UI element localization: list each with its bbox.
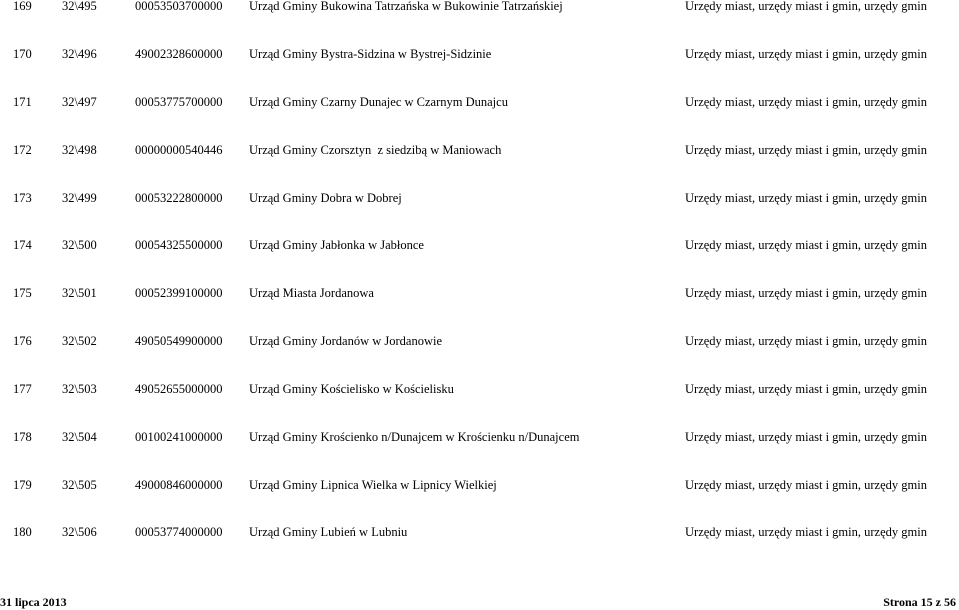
institution-name: Urząd Gminy Bystra-Sidzina w Bystrej-Sidzinie [249,47,492,61]
row-number: 176 [13,334,32,348]
table-row [0,476,959,494]
register-number: 32\503 [62,382,97,396]
page-footer [0,594,959,610]
institution-name: Urząd Gminy Krościenko n/Dunajcem w Krościenku n/Dunajcem [249,430,580,444]
institution-name: Urząd Gminy Czarny Dunajec w Czarnym Dunajcu [249,95,508,109]
table-row [0,236,959,254]
row-number: 169 [13,0,32,13]
regon-number: 49052655000000 [135,382,223,396]
institution-type: Urzędy miast, urzędy miast i gmin, urzędy gmin [685,382,927,396]
regon-number: 00053222800000 [135,191,223,205]
row-number: 174 [13,238,32,252]
table-row [0,141,959,159]
regon-number: 00000000540446 [135,143,223,157]
institution-type: Urzędy miast, urzędy miast i gmin, urzędy gmin [685,47,927,61]
institution-name: Urząd Gminy Bukowina Tatrzańska w Bukowinie Tatrzańskiej [249,0,563,13]
regon-number: 00100241000000 [135,430,223,444]
register-number: 32\502 [62,334,97,348]
institution-type: Urzędy miast, urzędy miast i gmin, urzędy gmin [685,286,927,300]
institution-type: Urzędy miast, urzędy miast i gmin, urzędy gmin [685,525,927,539]
institution-name: Urząd Gminy Czorsztyn z siedzibą w Maniowach [249,143,502,157]
table-row [0,380,959,398]
institution-name: Urząd Miasta Jordanowa [249,286,374,300]
register-number: 32\495 [62,0,97,13]
institution-name: Urząd Gminy Dobra w Dobrej [249,191,402,205]
institution-type: Urzędy miast, urzędy miast i gmin, urzędy gmin [685,478,927,492]
regon-number: 49002328600000 [135,47,223,61]
institution-type: Urzędy miast, urzędy miast i gmin, urzędy gmin [685,95,927,109]
register-number: 32\497 [62,95,97,109]
regon-number: 49000846000000 [135,478,223,492]
row-number: 170 [13,47,32,61]
register-number: 32\505 [62,478,97,492]
table-row [0,0,959,15]
regon-number: 49050549900000 [135,334,223,348]
row-number: 180 [13,525,32,539]
institution-type: Urzędy miast, urzędy miast i gmin, urzędy gmin [685,0,927,13]
regon-number: 00053503700000 [135,0,223,13]
register-number: 32\506 [62,525,97,539]
footer-page-number: Strona 15 z 56 [883,595,956,609]
institution-name: Urząd Gminy Jordanów w Jordanowie [249,334,443,348]
footer-date: 31 lipca 2013 [0,595,67,609]
institution-type: Urzędy miast, urzędy miast i gmin, urzędy gmin [685,334,927,348]
register-number: 32\501 [62,286,97,300]
institution-name: Urząd Gminy Lubień w Lubniu [249,525,408,539]
table-row [0,45,959,63]
row-number: 179 [13,478,32,492]
table-row [0,523,959,541]
regon-number: 00054325500000 [135,238,223,252]
institution-type: Urzędy miast, urzędy miast i gmin, urzędy gmin [685,430,927,444]
institution-name: Urząd Gminy Lipnica Wielka w Lipnicy Wielkiej [249,478,497,492]
row-number: 177 [13,382,32,396]
institution-type: Urzędy miast, urzędy miast i gmin, urzędy gmin [685,238,927,252]
row-number: 171 [13,95,32,109]
regon-number: 00053774000000 [135,525,223,539]
table-row [0,284,959,302]
regon-number: 00053775700000 [135,95,223,109]
register-number: 32\496 [62,47,97,61]
institution-type: Urzędy miast, urzędy miast i gmin, urzędy gmin [685,191,927,205]
register-number: 32\504 [62,430,97,444]
regon-number: 00052399100000 [135,286,223,300]
register-number: 32\498 [62,143,97,157]
row-number: 175 [13,286,32,300]
register-number: 32\500 [62,238,97,252]
institution-name: Urząd Gminy Jabłonka w Jabłonce [249,238,424,252]
register-number: 32\499 [62,191,97,205]
institution-type: Urzędy miast, urzędy miast i gmin, urzędy gmin [685,143,927,157]
institution-name: Urząd Gminy Kościelisko w Kościelisku [249,382,454,396]
row-number: 172 [13,143,32,157]
row-number: 178 [13,430,32,444]
table-row [0,332,959,350]
row-number: 173 [13,191,32,205]
table-row [0,93,959,111]
table-row [0,189,959,207]
table-row [0,428,959,446]
